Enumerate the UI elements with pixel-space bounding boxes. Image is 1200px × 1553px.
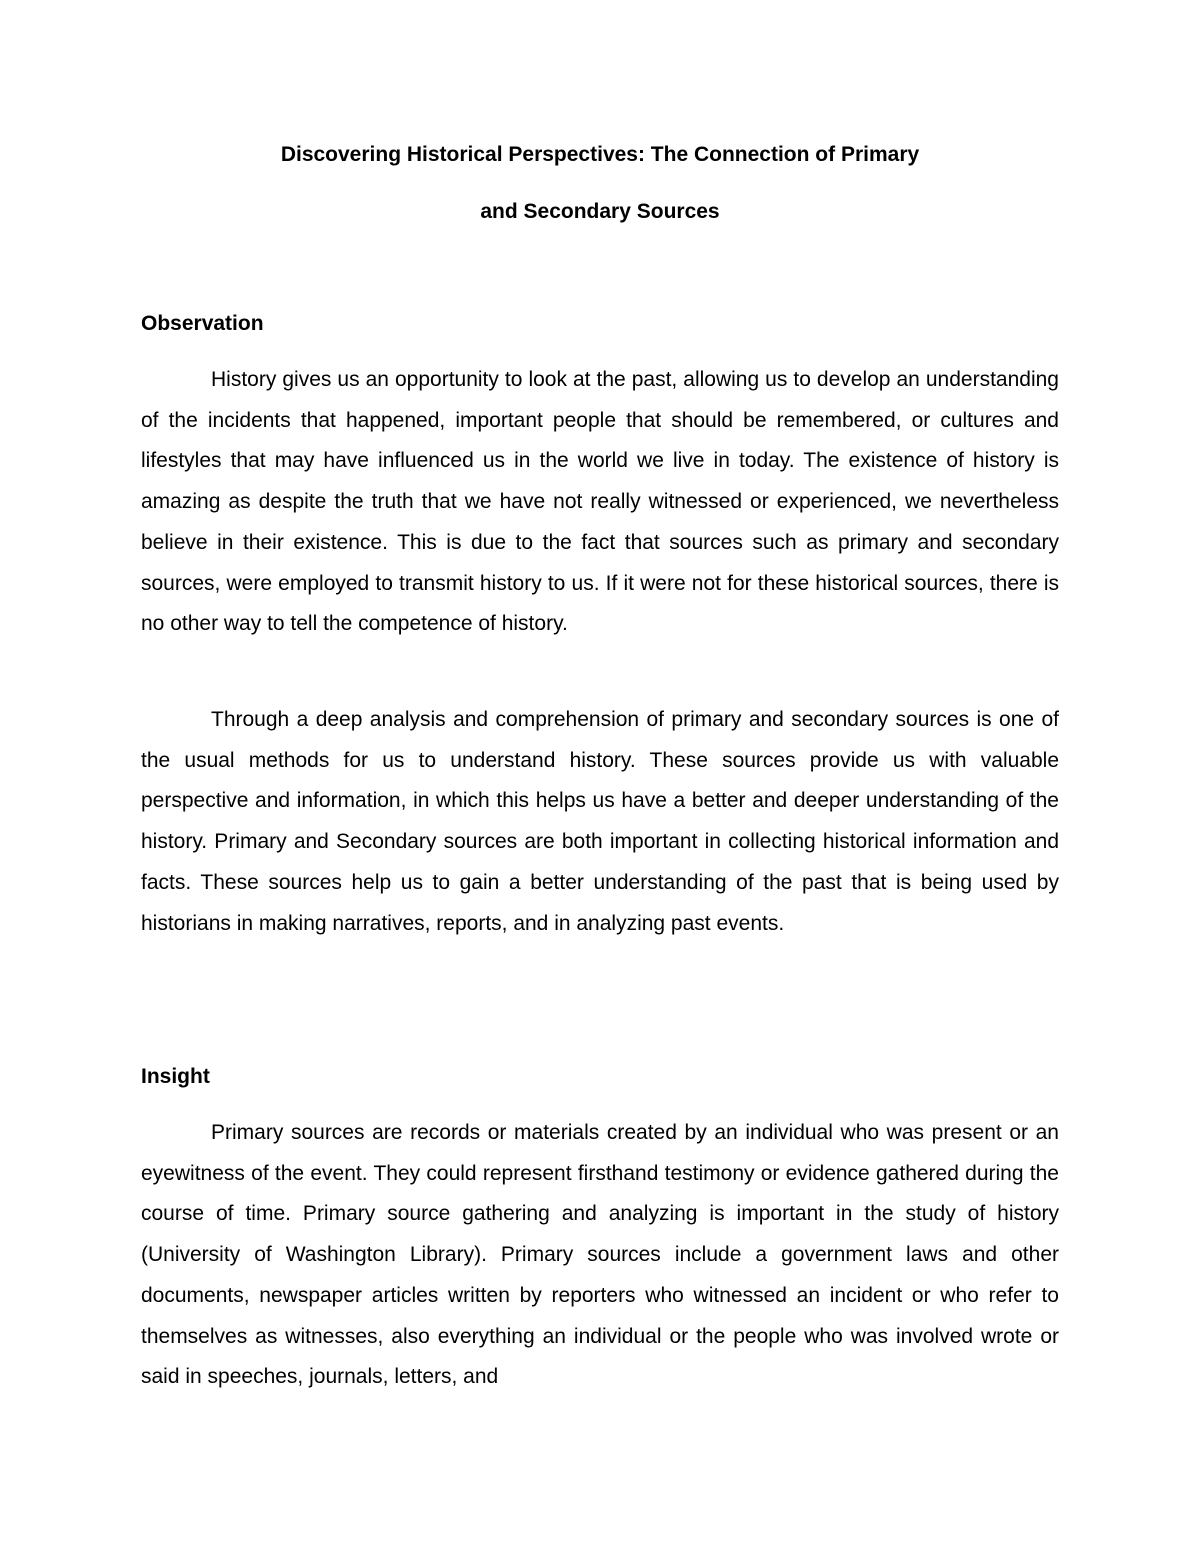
- paragraph: History gives us an opportunity to look at the past, allowing us to develop an understanding of the incidents that happened, important people that should be remembered, or cultures and lifestyles that may have influenced us in the world we live in today. The existence of history is amazing as despite the truth that we have not really witnessed or experienced, we nevertheless believe in their existence. This is due to the fact that sources such as primary and secondary sources, were employed to transmit history to us. If it were not for these historical sources, there is no other way to tell the competence of history.: [141, 368, 1059, 636]
- document-title-line-1: Discovering Historical Perspectives: The Connection of Primary: [280, 143, 920, 166]
- paragraph: Through a deep analysis and comprehension of primary and secondary sources is one of the usual methods for us to understand history. These sources provide us with valuable perspective and information, in which this helps us have a better and deeper understanding of the history. Primary and Secondary sources are both important in collecting historical information and facts. These sources help us to gain a better understanding of the past that is being used by historians in making narratives, reports, and in analyzing past events.: [141, 708, 1059, 935]
- document-title-line-2: and Secondary Sources: [480, 200, 720, 223]
- section-heading-observation: Observation: [141, 312, 264, 335]
- paragraph: Primary sources are records or materials created by an individual who was present or an eyewitness of the event. They could represent firsthand testimony or evidence gathered during the course of time. Primary source gathering and analyzing is important in the study of history (University of Washington Library). Primary sources include a government laws and other documents, newspaper articles written by reporters who witnessed an incident or who refer to themselves as witnesses, also everything an individual or the people who was involved wrote or said in speeches, journals, letters, and: [141, 1121, 1059, 1389]
- section-heading-insight: Insight: [141, 1065, 210, 1088]
